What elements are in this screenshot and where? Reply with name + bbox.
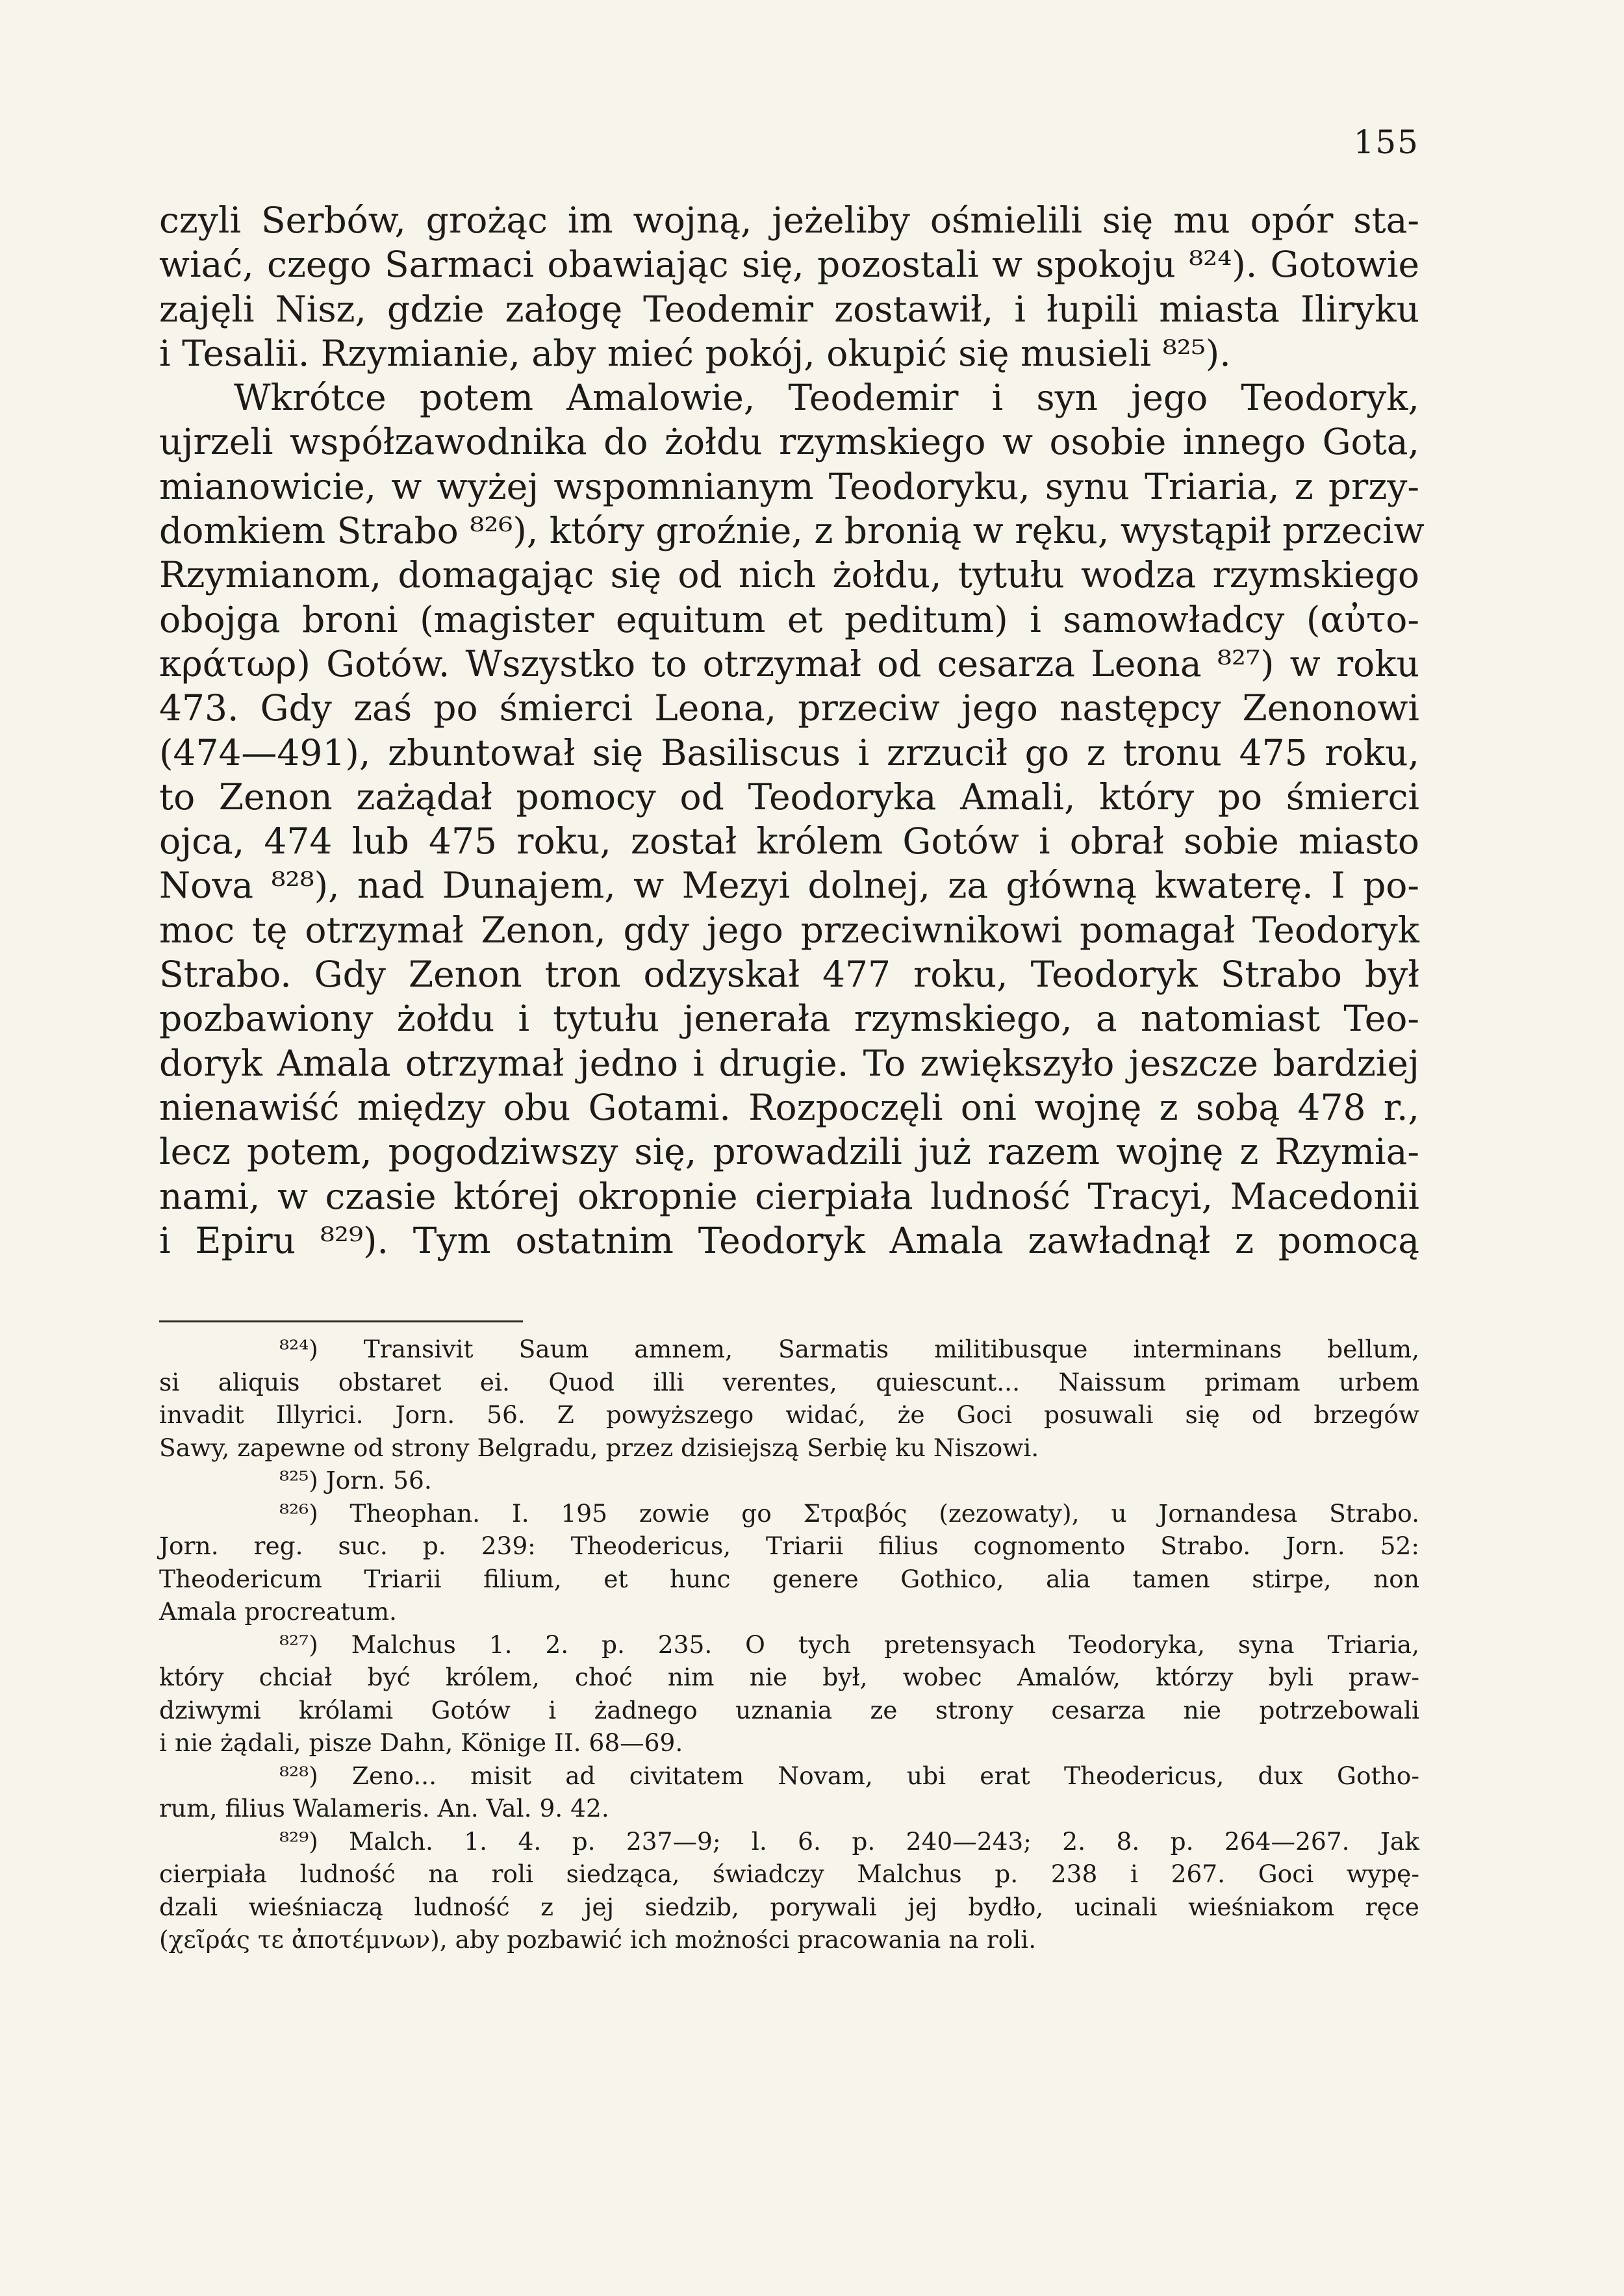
footnote-line: dzali wieśniaczą ludność z jej siedzib, porywali jej bydło, ucinali wieśniakom ręce xyxy=(159,1892,1419,1921)
footnote-line: si aliquis obstaret ei. Quod illi verentes, quiescunt... Naissum primam urbem xyxy=(159,1367,1419,1396)
text-line: pozbawiony żołdu i tytułu jenerała rzymskiego, a natomiast Teo- xyxy=(159,998,1419,1040)
footnote-line: Sawy, zapewne od strony Belgradu, przez dzisiejszą Serbię ku Niszowi. xyxy=(159,1433,1039,1462)
footnote-line: invadit Illyrici. Jorn. 56. Z powyższego widać, że Goci posuwali się od brzegów xyxy=(159,1400,1419,1429)
text-line: doryk Amala otrzymał jedno i drugie. To zwiększyło jeszcze bardziej xyxy=(159,1042,1419,1084)
text-line: domkiem Strabo ⁸²⁶), który groźnie, z bronią w ręku, wystąpił przeciw xyxy=(159,510,1425,552)
page-number: 155 xyxy=(1353,123,1419,161)
footnote-line: rum, filius Walameris. An. Val. 9. 42. xyxy=(159,1794,609,1823)
footnote-line: (χεῖράς τε ἀποτέμνων), aby pozbawić ich możności pracowania na roli. xyxy=(159,1925,1037,1954)
footnote-line: ⁸²⁷) Malchus 1. 2. p. 235. O tych pretensyach Teodoryka, syna Triaria, xyxy=(279,1630,1419,1659)
text-line: (474—491), zbuntował się Basiliscus i zrzucił go z tronu 475 roku, xyxy=(159,731,1419,774)
footnote-line: ⁸²⁴) Transivit Saum amnem, Sarmatis militibusque interminans bellum, xyxy=(279,1335,1419,1363)
text-line: lecz potem, pogodziwszy się, prowadzili już razem wojnę z Rzymia- xyxy=(159,1131,1419,1173)
text-line: Rzymianom, domagając się od nich żołdu, tytułu wodza rzymskiego xyxy=(159,554,1419,596)
footnote-line: ⁸²⁵) Jorn. 56. xyxy=(279,1466,432,1495)
main-text xyxy=(159,198,1425,1263)
text-line: wiać, czego Sarmaci obawiając się, pozostali w spokoju ⁸²⁴). Gotowie xyxy=(159,244,1419,286)
footnotes xyxy=(159,1333,1419,1956)
footnote-line: ⁸²⁸) Zeno... misit ad civitatem Novam, ubi erat Theodericus, dux Gotho- xyxy=(279,1761,1419,1790)
text-line: i Epiru ⁸²⁹). Tym ostatnim Teodoryk Amala zawładnął z pomocą xyxy=(159,1219,1419,1261)
text-line: mianowicie, w wyżej wspomnianym Teodoryku, synu Triaria, z przy- xyxy=(159,465,1419,507)
footnote-line: Amala procreatum. xyxy=(159,1597,397,1626)
text-line: 473. Gdy zaś po śmierci Leona, przeciw jego następcy Zenonowi xyxy=(159,687,1419,729)
footnote-line: ⁸²⁹) Malch. 1. 4. p. 237—9; l. 6. p. 240—243; 2. 8. p. 264—267. Jak xyxy=(279,1826,1419,1856)
text-line: κράτωρ) Gotów. Wszystko to otrzymał od cesarza Leona ⁸²⁷) w roku xyxy=(159,642,1419,685)
footnote-line: dziwymi królami Gotów i żadnego uznania ze strony cesarza nie potrzebowali xyxy=(159,1695,1419,1724)
text-line: zajęli Nisz, gdzie załogę Teodemir zostawił, i łupili miasta Iliryku xyxy=(159,288,1419,330)
text-line: Nova ⁸²⁸), nad Dunajem, w Mezyi dolnej, za główną kwaterę. I po- xyxy=(159,864,1419,907)
text-line: Strabo. Gdy Zenon tron odzyskał 477 roku, Teodoryk Strabo był xyxy=(159,953,1419,996)
footnote-line: Theodericum Triarii filium, et hunc genere Gothico, alia tamen stirpe, non xyxy=(159,1564,1419,1593)
text-line: ojca, 474 lub 475 roku, został królem Gotów i obrał sobie miasto xyxy=(159,820,1419,863)
text-line: nienawiść między obu Gotami. Rozpoczęli oni wojnę z sobą 478 r., xyxy=(159,1086,1419,1128)
text-line: moc tę otrzymał Zenon, gdy jego przeciwnikowi pomagał Teodoryk xyxy=(159,909,1419,951)
text-line: czyli Serbów, grożąc im wojną, jeżeliby ośmielili się mu opór sta- xyxy=(159,199,1419,241)
text-line: nami, w czasie której okropnie cierpiała ludność Tracyi, Macedonii xyxy=(159,1175,1419,1217)
footnote-separator xyxy=(159,1320,523,1322)
footnote-line: cierpiała ludność na roli siedząca, świadczy Malchus p. 238 i 267. Goci wypę- xyxy=(159,1860,1419,1888)
text-line: obojga broni (magister equitum et peditum) i samowładcy (αὐτο- xyxy=(159,598,1419,640)
text-line: ujrzeli współzawodnika do żołdu rzymskiego w osobie innego Gota, xyxy=(159,421,1419,463)
footnote-line: Jorn. reg. suc. p. 239: Theodericus, Triarii filius cognomento Strabo. Jorn. 52: xyxy=(159,1532,1419,1560)
text-line: to Zenon zażądał pomocy od Teodoryka Amali, który po śmierci xyxy=(159,776,1419,818)
text-line: i Tesalii. Rzymianie, aby mieć pokój, okupić się musieli ⁸²⁵). xyxy=(159,332,1231,374)
footnote-line: który chciał być królem, choć nim nie był, wobec Amalów, którzy byli praw- xyxy=(159,1663,1419,1691)
footnote-line: ⁸²⁶) Theophan. I. 195 zowie go Στραβός (zezowaty), u Jornandesa Strabo. xyxy=(279,1498,1419,1528)
footnote-line: i nie żądali, pisze Dahn, Könige II. 68—69. xyxy=(159,1728,683,1757)
text-line: Wkrótce potem Amalowie, Teodemir i syn jego Teodoryk, xyxy=(234,377,1419,419)
